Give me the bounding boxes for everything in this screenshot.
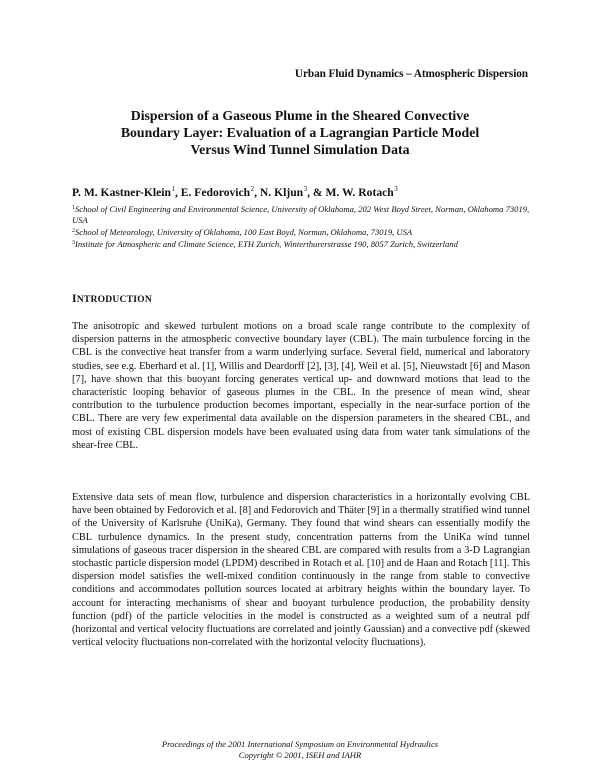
- heading-initial: I: [72, 292, 77, 305]
- author-affil-mark: 3: [394, 185, 398, 193]
- affiliation-mark: 3: [72, 240, 75, 246]
- author-name: M. W. Rotach: [325, 186, 394, 199]
- affiliation-text: Institute for Atmospheric and Climate Science, ETH Zurich, Winterthurerstrasse 190, 8057 Zurich, Switzerland: [75, 239, 458, 249]
- footer-proceedings: Proceedings of the 2001 International Symposium on Environmental Hydraulics: [161, 739, 439, 749]
- paragraph-text: Extensive data sets of mean flow, turbulence and dispersion characteristics in a horizontally evolving CBL have been obtained by Fedorovich et al. [8] and Fedorovich and Thäter [9] in a thermally stratified wind tunnel of the University of Karlsruhe (UniKa), Germany. They found that wind shears can essentially modify the CBL turbulence dynamics. In the present study, concentration patterns from the UniKa wind tunnel simulations of gaseous tracer dispersion in the sheared CBL are compared with results from a 3-D Lagrangian stochastic particle dispersion model (LPDM) described in Rotach et al. [10] and de Haan and Rotach [11]. This dispersion model satisfies the well-mixed condition continuously in the range from stable to convective conditions and accommodates pollution sources located at arbitrary heights within the boundary layer. To account for interacting mechanisms of shear and buoyant turbulence production, the probability density function (pdf) of the particle velocities in the model is constructed as a weighted sum of a neutral pdf (horizontal and vertical velocity fluctuations are correlated and jointly Gaussian) and a convective pdf (skewed vertical velocity fluctuations non-correlated with the horizontal velocity fluctuations).: [72, 492, 530, 649]
- author-list: P. M. Kastner-Klein$^1$, E. Fedorovich$^2$, N. Kljun$^3$, & M. W. Rotach$^3$: [72, 185, 398, 199]
- author-affil-mark: 2: [250, 185, 255, 193]
- author-name: P. M. Kastner-Klein: [72, 186, 171, 199]
- footer-copyright: Copyright © 2001, ISEH and IAHR: [238, 750, 362, 760]
- affiliation-2: [72, 226, 532, 238]
- affiliation-text: School of Meteorology, University of Oklahoma, 100 East Boyd, Norman, Oklahoma, 73019, USA: [75, 227, 413, 237]
- paragraph-2: [72, 491, 530, 649]
- affiliation-3: [72, 238, 532, 250]
- title-line-1: Dispersion of a Gaseous Plume in the Sheared Convective: [130, 108, 470, 123]
- affiliation-mark: 1: [72, 205, 75, 211]
- running-head: Urban Fluid Dynamics – Atmospheric Dispersion: [294, 68, 528, 80]
- paragraph-1: [72, 320, 530, 452]
- author-affil-mark: 3: [303, 185, 308, 193]
- section-heading-introduction: [72, 292, 152, 305]
- proceedings-footer: [60, 739, 540, 761]
- author-name: E. Fedorovich: [180, 186, 251, 199]
- title-line-3: Versus Wind Tunnel Simulation Data: [190, 142, 410, 157]
- paragraph-text: The anisotropic and skewed turbulent motions on a broad scale range contribute to the complexity of dispersion patterns in the atmospheric convective boundary layer (CBL). The main turbulence forcing in the CBL is the convective heat transfer from a warm underlying surface. Several field, numerical and laboratory studies, see e.g. Eberhard et al. [1], Willis and Deardorff [2], [3], [4], Weil et al. [5], Nieuwstadt [6] and Mason [7], have shown that this buoyant forcing generates vertical up- and downward motions that lead to the characteristic looping behavior of gaseous plumes in the CBL. In the presence of mean wind, shear contribution to the turbulence production becomes important, especially in the near-surface portion of the CBL. There are very few experimental data available on the dispersion parameters in the sheared CBL, and most of existing CBL dispersion models have been evaluated using data from water tank simulations of the shear-free CBL.: [72, 321, 530, 451]
- title-line-2: Boundary Layer: Evaluation of a Lagrangian Particle Model: [120, 125, 480, 140]
- heading-rest: NTRODUCTION: [76, 294, 152, 305]
- affiliation-mark: 2: [72, 228, 75, 234]
- author-name: N. Kljun: [259, 186, 304, 199]
- affiliation-text: School of Civil Engineering and Environmental Science, University of Oklahoma, 202 West Boyd Street, Norman, Oklahoma 73019, USA: [72, 204, 530, 226]
- paper-title: [60, 107, 540, 158]
- author-affil-mark: 1: [171, 185, 175, 193]
- affiliation-1: [72, 203, 532, 226]
